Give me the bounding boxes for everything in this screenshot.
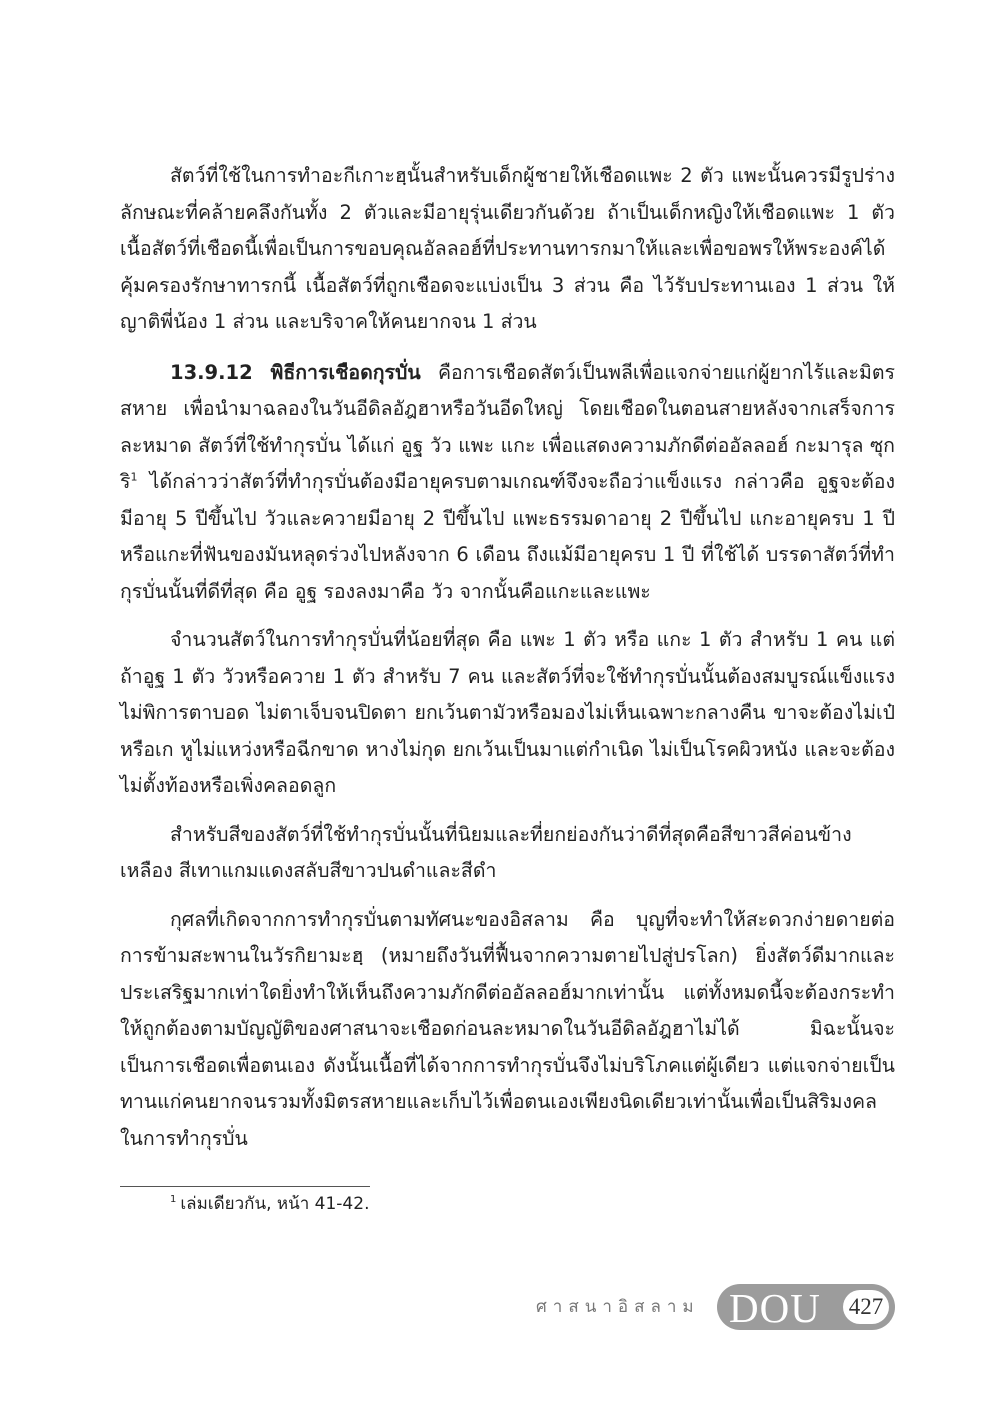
dou-badge [717, 1284, 895, 1330]
page-number: 427 [843, 1290, 889, 1324]
paragraph-merit: กุศลที่เกิดจากการทำกุรบั่นตามทัศนะของอิสลาม คือ บุญที่จะทำให้สะดวกง่ายดายต่อการข้ามสะพานในวัรกิยามะฮฺ (หมายถึงวันที่ฟื้นจากความตายไปสู่ปรโลก) ยิ่งสัตว์ดีมากและประเสริฐมากเท่าใดยิ่งทำให้เห็นถึงความภักดีต่ออัลลอฮ์มากเท่านั้น แต่ทั้งหมดนี้จะต้องกระทำให้ถูกต้องตามบัญญัติของศาสนาจะเชือดก่อนละหมาดในวันอีดิลอัฎฮาไม่ได้ มิฉะนั้นจะเป็นการเชือดเพื่อตนเอง ดังนั้นเนื้อที่ได้จากการทำกุรบั่นจึงไม่บริโภคแต่ผู้เดียว แต่แจกจ่ายเป็นทานแก่คนยากจนรวมทั้งมิตรสหายและเก็บไว้เพื่อตนเองเพียงนิดเดียวเท่านั้นเพื่อเป็นสิริมงคลในการทำกุรบั่น [120, 907, 895, 1150]
paragraph-text: ได้กล่าวว่าสัตว์ที่ทำกุรบั่นต้องมีอายุครบตามเกณฑ์จึงจะถือว่าแข็งแรง กล่าวคือ อูฐจะต้องมีอายุ 5 ปีขึ้นไป วัวและควายมีอายุ 2 ปีขึ้นไป แพะธรรมดาอายุ 2 ปีขึ้นไป แกะอายุครบ 1 ปี หรือแกะที่ฟันของมันหลุดร่วงไปหลังจาก 6 เดือน ถึงแม้มีอายุครบ 1 ปี ที่ใช้ได้ บรรดาสัตว์ที่ทำกุรบั่นนั้นที่ดีที่สุด คือ อูฐ รองลงมาคือ วัว จากนั้นคือแกะและแพะ [120, 470, 895, 603]
paragraph-animal-color: สำหรับสีของสัตว์ที่ใช้ทำกุรบั่นนั้นที่นิยมและที่ยกย่องกันว่าดีที่สุดคือสีขาวสีค่อนข้างเหลือง สีเทาแกมแดงสลับสีขาวปนดำและสีดำ [120, 822, 852, 882]
main-text [120, 158, 895, 1169]
paragraph-animal-count: จำนวนสัตว์ในการทำกุรบั่นที่น้อยที่สุด คือ แพะ 1 ตัว หรือ แกะ 1 ตัว สำหรับ 1 คน แต่ถ้าอูฐ 1 ตัว วัวหรือควาย 1 ตัว สำหรับ 7 คน และสัตว์ที่จะใช้ทำกุรบั่นนั้นต้องสมบูรณ์แข็งแรง ไม่พิการตาบอด ไม่ตาเจ็บจนปิดตา ยกเว้นตามัวหรือมองไม่เห็นเฉพาะกลางคืน ขาจะต้องไม่เป๋หรือเก หูไม่แหว่งหรือฉีกขาด หางไม่กุด ยกเว้นเป็นมาแต่กำเนิด ไม่เป็นโรคผิวหนัง และจะต้องไม่ตั้งท้องหรือเพิ่งคลอดลูก [120, 628, 895, 797]
footnote [170, 1192, 369, 1216]
running-title: ศาสนาอิสลาม [536, 1297, 700, 1317]
footnote-number: 1 [170, 1194, 177, 1206]
dou-logo-text: DOU [729, 1285, 821, 1331]
footnote-divider [120, 1186, 370, 1187]
footnote-text: เล่มเดียวกัน, หน้า 41-42. [180, 1194, 370, 1214]
paragraph-text: คือการเชือดสัตว์เป็นพลีเพื่อแจกจ่ายแก่ผู้ยากไร้และมิตรสหาย เพื่อนำมาฉลองในวันอีดิลอัฎฮาหรือวันอีดใหญ่ โดยเชือดในตอนสายหลังจากเสร็จการละหมาด สัตว์ที่ใช้ทำกุรบั่น ได้แก่ อูฐ วัว แพะ แกะ เพื่อแสดงความภักดีต่ออัลลอฮ์ กะมารุล ซุกริ [120, 360, 895, 493]
paragraph-aqiqah-animals: สัตว์ที่ใช้ในการทำอะกีเกาะฮฺนั้นสำหรับเด็กผู้ชายให้เชือดแพะ 2 ตัว แพะนั้นควรมีรูปร่างลักษณะที่คล้ายคลึงกันทั้ง 2 ตัวและมีอายุรุ่นเดียวกันด้วย ถ้าเป็นเด็กหญิงให้เชือดแพะ 1 ตัว เนื้อสัตว์ที่เชือดนี้เพื่อเป็นการขอบคุณอัลลอฮ์ที่ประทานทารกมาให้และเพื่อขอพรให้พระองค์ได้คุ้มครองรักษาทารกนี้ เนื้อสัตว์ที่ถูกเชือดจะแบ่งเป็น 3 ส่วน คือ ไว้รับประทานเอง 1 ส่วน ให้ญาติพี่น้อง 1 ส่วน และบริจาคให้คนยากจน 1 ส่วน [120, 164, 895, 333]
paragraph-qurban-ceremony [120, 355, 895, 611]
footnote-reference[interactable]: 1 [130, 470, 138, 484]
section-heading: 13.9.12 พิธีการเชือดกุรบั่น [170, 360, 421, 384]
